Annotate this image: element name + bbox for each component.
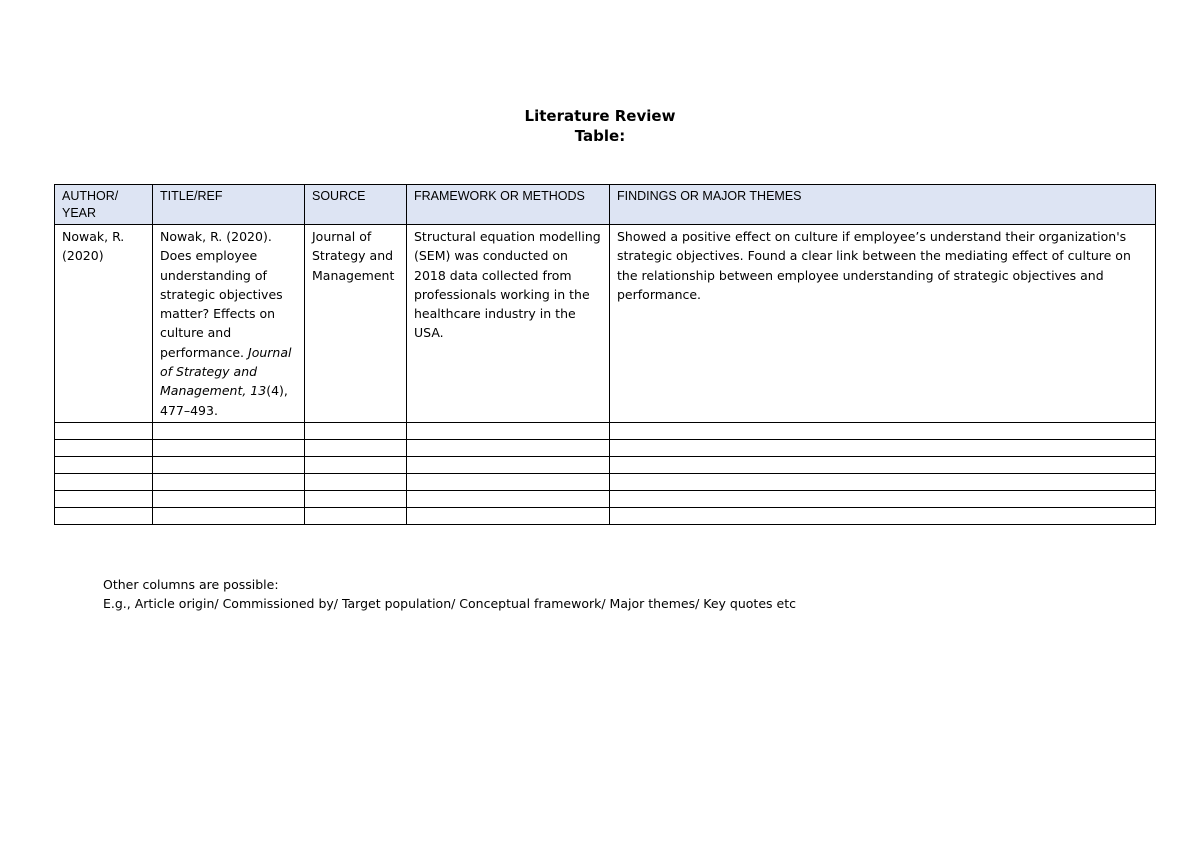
notes-block <box>103 575 796 613</box>
cell-source: Journal of Strategy and Management <box>305 225 407 423</box>
notes-line-2: E.g., Article origin/ Commissioned by/ Target population/ Conceptual framework/ Major themes/ Key quotes etc <box>103 596 796 611</box>
notes-line-1: Other columns are possible: <box>103 577 279 592</box>
document-title <box>0 106 1200 146</box>
cell-framework: Structural equation modelling (SEM) was conducted on 2018 data collected from professionals working in the healthcare industry in the USA. <box>407 225 610 423</box>
title-ref-text: Nowak, R. (2020). Does employee understanding of strategic objectives matter? Effects on culture and performance. <box>160 229 283 360</box>
title-ref-issue-pages: (4), 477–493. <box>160 383 288 418</box>
header-source: SOURCE <box>305 185 407 225</box>
title-ref-volume: 13 <box>250 383 267 399</box>
header-title-ref: TITLE/REF <box>153 185 305 225</box>
table-row-empty <box>55 473 1156 490</box>
table-row-empty <box>55 507 1156 524</box>
cell-title-ref <box>153 225 305 423</box>
cell-findings: Showed a positive effect on culture if employee’s understand their organization's strategic objectives. Found a clear link between the mediating effect of culture on the relationship between employee understanding of strategic objectives and performance. <box>610 225 1156 423</box>
table-row <box>55 225 1156 423</box>
table-row-empty <box>55 422 1156 439</box>
table-row-empty <box>55 439 1156 456</box>
table-header-row <box>55 185 1156 225</box>
literature-review-table <box>54 184 1156 525</box>
header-author-year: AUTHOR/ YEAR <box>55 185 153 225</box>
header-findings: FINDINGS OR MAJOR THEMES <box>610 185 1156 225</box>
table-row-empty <box>55 490 1156 507</box>
header-framework: FRAMEWORK OR METHODS <box>407 185 610 225</box>
title-ref-separator: , <box>242 383 251 399</box>
table-row-empty <box>55 456 1156 473</box>
title-line-1: Literature Review <box>524 107 676 125</box>
cell-author-year: Nowak, R. (2020) <box>55 225 153 423</box>
title-line-2: Table: <box>574 127 626 145</box>
title-ref-journal: Journal of Strategy and Management <box>160 344 292 399</box>
